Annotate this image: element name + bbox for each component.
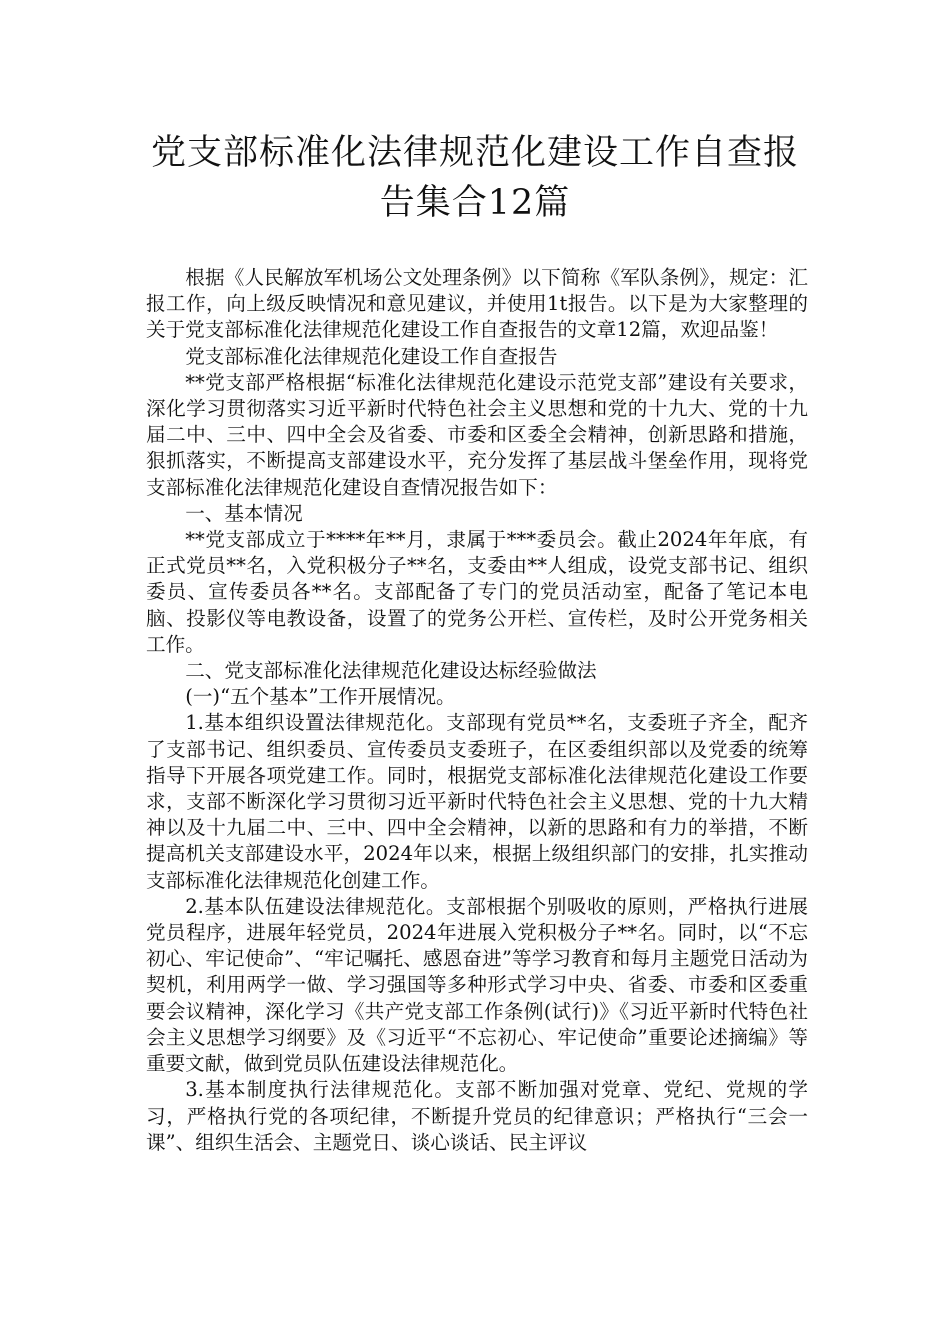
- overview-paragraph: **党支部严格根据“标准化法律规范化建设示范党支部”建设有关要求，深化学习贯彻落实习近平新时代特色社会主义思想和党的十九大、党的十九届二中、三中、四中全会及省委、市委和区委全会精神，创新思路和措施，狠抓落实，不断提高支部建设水平，充分发挥了基层战斗堡垒作用，现将党支部标准化法律规范化建设自查情况报告如下：: [146, 370, 808, 499]
- document-title: [110, 128, 840, 228]
- title-line-2: 告集合12篇: [379, 183, 571, 223]
- section-heading-basic-situation: 一、基本情况: [185, 501, 303, 525]
- intro-paragraph: 根据《人民解放军机场公文处理条例》以下简称《军队条例》，规定：汇报工作，向上级反映情况和意见建议，并使用1t报告。以下是为大家整理的关于党支部标准化法律规范化建设工作自查报告的文章12篇，欢迎品鉴！: [146, 266, 808, 342]
- document-body: [146, 265, 808, 1156]
- basic-situation-paragraph: **党支部成立于****年**月，隶属于***委员会。截止2024年年底，有正式党员**名，入党积极分子**名，支委由**人组成，设党支部书记、组织委员、宣传委员各**名。支部配备了专门的党员活动室，配备了笔记本电脑、投影仪等电教设备，设置了的党务公开栏、宣传栏，及时公开党务相关工作。: [146, 528, 808, 656]
- item-1-paragraph: 1.基本组织设置法律规范化。支部现有党员**名，支委班子齐全，配齐了支部书记、组织委员、宣传委员支委班子，在区委组织部以及党委的统筹指导下开展各项党建工作。同时，根据党支部标准化法律规范化建设工作要求，支部不断深化学习贯彻习近平新时代特色社会主义思想、党的十九大精神以及十九届二中、三中、四中全会精神，以新的思路和有力的举措，不断提高机关支部建设水平，2024年以来，根据上级组织部门的安排，扎实推动支部标准化法律规范化创建工作。: [146, 711, 808, 892]
- report-subtitle: 党支部标准化法律规范化建设工作自查报告: [185, 344, 558, 368]
- item-2-paragraph: 2.基本队伍建设法律规范化。支部根据个别吸收的原则，严格执行进展党员程序，进展年轻党员，2024年进展入党积极分子**名。同时，以“不忘初心、牢记使命”、“牢记嘱托、感恩奋进”等学习教育和每月主题党日活动为契机，利用两学一做、学习强国等多种形式学习中央、省委、市委和区委重要会议精神，深化学习《共产党支部工作条例(试行)》《习近平新时代特色社会主义思想学习纲要》及《习近平“不忘初心、牢记使命”重要论述摘编》等重要文献，做到党员队伍建设法律规范化。: [146, 894, 808, 1076]
- section-heading-experience: 二、党支部标准化法律规范化建设达标经验做法: [185, 659, 597, 683]
- item-3-paragraph: 3.基本制度执行法律规范化。支部不断加强对党章、党纪、党规的学习，严格执行党的各项纪律，不断提升党员的纪律意识；严格执行“三会一课”、组织生活会、主题党日、谈心谈话、民主评议: [146, 1078, 808, 1154]
- subsection-heading-five-basics: (一)“五个基本”工作开展情况。: [185, 685, 456, 709]
- title-line-1: 党支部标准化法律规范化建设工作自查报: [150, 133, 799, 173]
